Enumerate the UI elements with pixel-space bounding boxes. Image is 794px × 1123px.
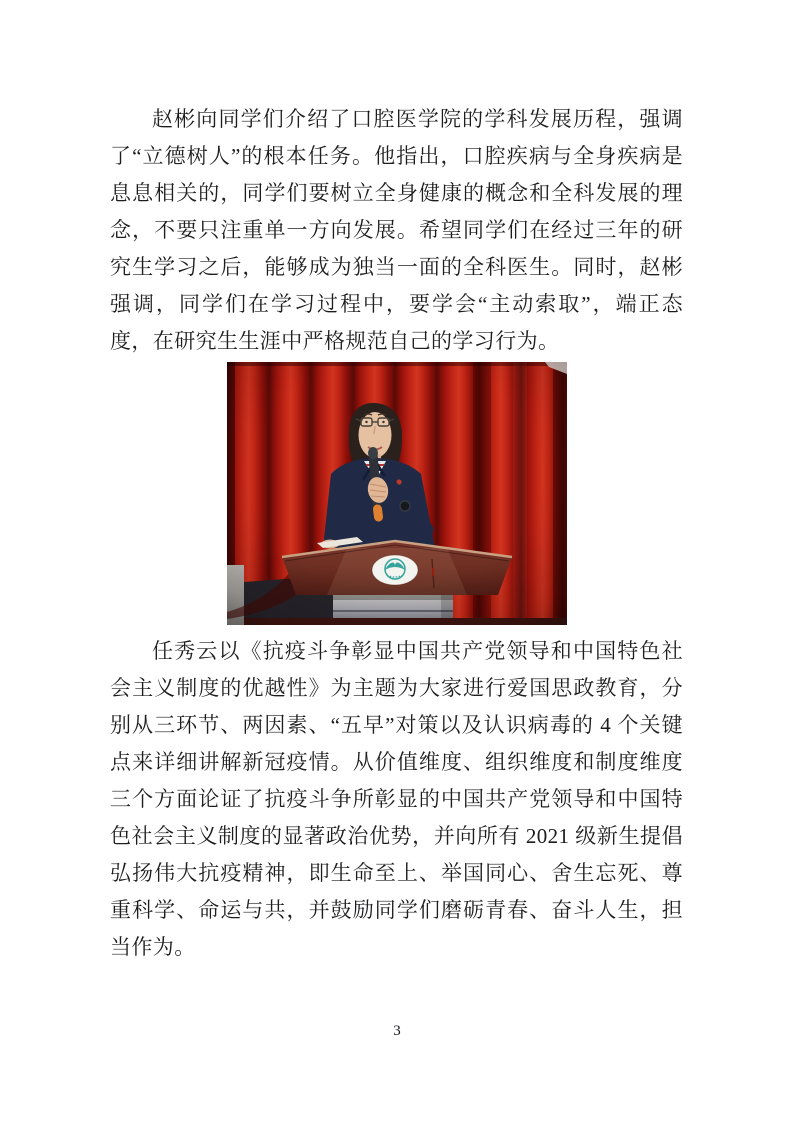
paragraph-zhaobin: 赵彬向同学们介绍了口腔医学院的学科发展历程，强调了“立德树人”的根本任务。他指出，口腔疾病与全身疾病是息息相关的，同学们要树立全身健康的概念和全科发展的理念，不要只注重单一方向发展。希望同学们在经过三年的研究生学习之后，能够成为独当一面的全科医生。同时，赵彬强调，同学们在学习过程中，要学会“主动索取”，端正态度，在研究生生涯中严格规范自己的学习行为。 xyxy=(110,107,683,353)
photo-vignette xyxy=(227,362,567,625)
speaker-at-podium-photo xyxy=(227,362,567,625)
page-number: 3 xyxy=(393,1023,401,1039)
paragraph-renxiuyun: 任秀云以《抗疫斗争彰显中国共产党领导和中国特色社会主义制度的优越性》为主题为大家进行爱国思政教育，分别从三环节、两因素、“五早”对策以及认识病毒的 4 个关键点来详细讲解新冠疫情。从价值维度、组织维度和制度维度三个方面论证了抗疫斗争所彰显的中国共产党领导和中国特色社会主义制度的显著政治优势，并向所有 2021 级新生提倡弘扬伟大抗疫精神，即生命至上、举国同心、舍生忘死、尊重科学、命运与共，并鼓励同学们磨砺青春、奋斗人生，担当作为。 xyxy=(110,639,683,959)
event-photo xyxy=(227,362,567,625)
